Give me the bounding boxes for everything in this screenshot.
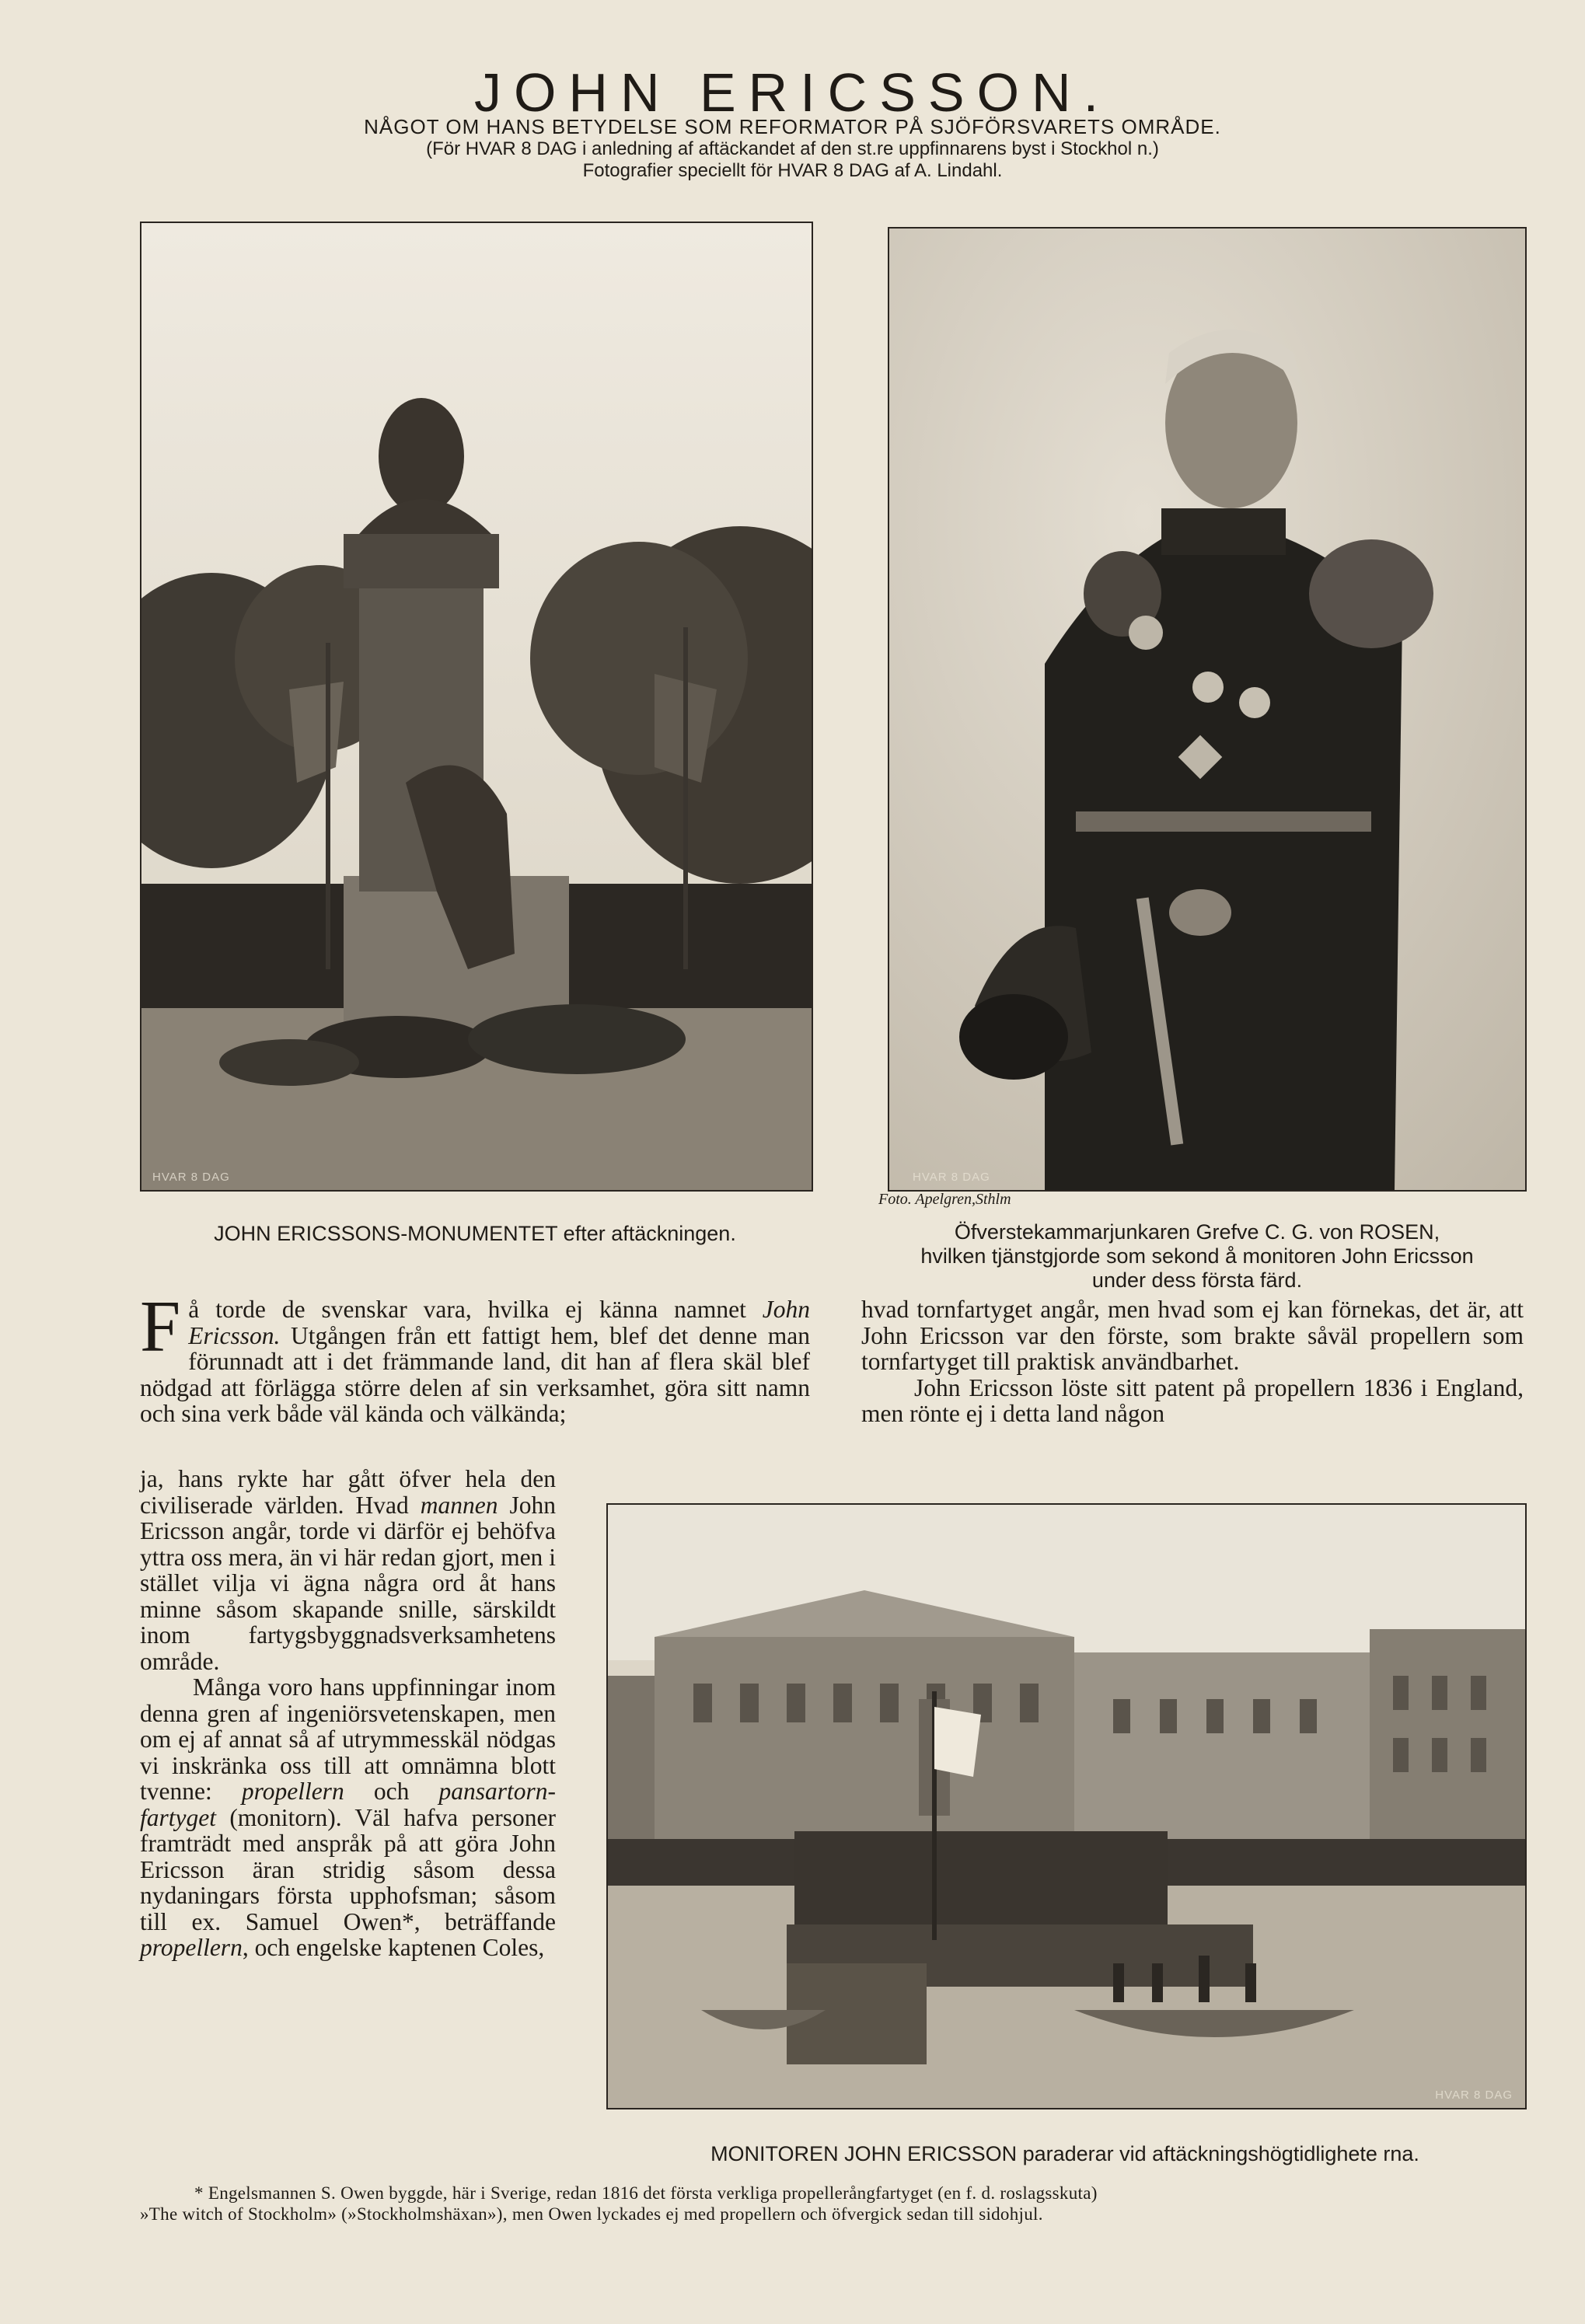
monument-caption: JOHN ERICSSONS-MONUMENTET efter aftäckningen. [214,1222,736,1245]
dropcap: F [140,1286,181,1367]
photo-credit-line: Fotografier speciellt för HVAR 8 DAG af A. Lindahl. [582,160,1003,181]
article-subtitle: NÅGOT OM HANS BETYDELSE SOM REFORMATOR PÅ SJÖFÖRSVARETS OMRÅDE. [364,115,1221,138]
monument-photo [140,222,813,1192]
article-body-right [861,1296,1524,1427]
portrait-caption-line-3: under dess första färd. [1091,1268,1303,1292]
monitor-photo [606,1503,1527,2109]
article-body-left-narrow [140,1466,556,1961]
article-opening-paragraph: å torde de svenskar vara, hvilka ej känna namnet John Ericsson. Utgången från ett fattigt hem, blef det denne man förunnadt att i det främmande land, dit han af flera skäl blef nödgad att förlägga större delen af sin verksamhet, göra sitt namn och sina verk både väl kända och välkända; [140,1296,810,1427]
monitor-ship-illustration [608,1505,1525,2108]
monitor-photo-stamp: HVAR 8 DAG [1435,2088,1513,2102]
monument-illustration [141,223,812,1190]
portrait-caption-line-2: hvilken tjänstgjorde som sekond å monitoren John Ericsson [920,1244,1474,1268]
right-paragraph-1: hvad tornfartyget angår, men hvad som ej kan förnekas, det är, att John Ericsson var den förste, som brakte såväl propellern som tornfartyget till praktisk användbarhet. [861,1296,1524,1375]
footnote-line-1: * Engelsmannen S. Owen byggde, här i Sverige, redan 1816 det första verkliga propellerångfartyget (en f. d. roslagsskuta) [194,2183,1098,2203]
portrait-photo-stamp: HVAR 8 DAG [913,1171,990,1184]
portrait-credit: Foto. Apelgren,Sthlm [878,1191,1011,1208]
left-paragraph-1-cont: ja, hans rykte har gått öfver hela den civiliserade världen. Hvad mannen John Ericsson angår, torde vi därför ej behöfva yttra oss mera, än vi här redan gjort, men i stället vilja vi ägna några ord åt hans minne såsom skapande snille, särskildt inom fartygsbyggnadsverksamhetens område. [140,1465,556,1675]
left-paragraph-2: Många voro hans uppfinningar inom denna gren af ingeniörsvetenskapen, men om ej af annat så af utrymmesskäl nödgas vi inskränka oss till att omnämna blott tvenne: propellern och pansartorn-fartyget (monitorn). Väl hafva personer framträdt med anspråk på att göra John Ericsson äran stridig såsom dessa nydaningars första upphofsman; såsom till ex. Samuel Owen*, beträffande propellern, och engelske kaptenen Coles, [140,1673,557,1961]
portrait-caption-line-1: Öfverstekammarjunkaren Grefve C. G. von ROSEN, [954,1220,1440,1244]
article-title: JOHN ERICSSON. [473,62,1112,123]
officer-portrait-illustration [889,229,1525,1190]
footnote-line-2: »The witch of Stockholm» (»Stockholmshäxan»), men Owen lyckades ej med propellern och öfvergick sedan till sidohjul. [140,2204,1043,2224]
footnote [140,2183,1524,2225]
monitor-caption: MONITOREN JOHN ERICSSON paraderar vid aftäckningshögtidlighete rna. [710,2142,1419,2165]
article-note: (För HVAR 8 DAG i anledning af aftäckandet af den st.re uppfinnarens byst i Stockhol n.) [426,138,1159,159]
right-paragraph-2: John Ericsson löste sitt patent på propellern 1836 i England, men rönte ej i detta land någon [861,1373,1524,1427]
monument-photo-stamp: HVAR 8 DAG [152,1171,230,1184]
article-body-left-top [140,1286,810,1427]
portrait-photo [888,227,1527,1192]
